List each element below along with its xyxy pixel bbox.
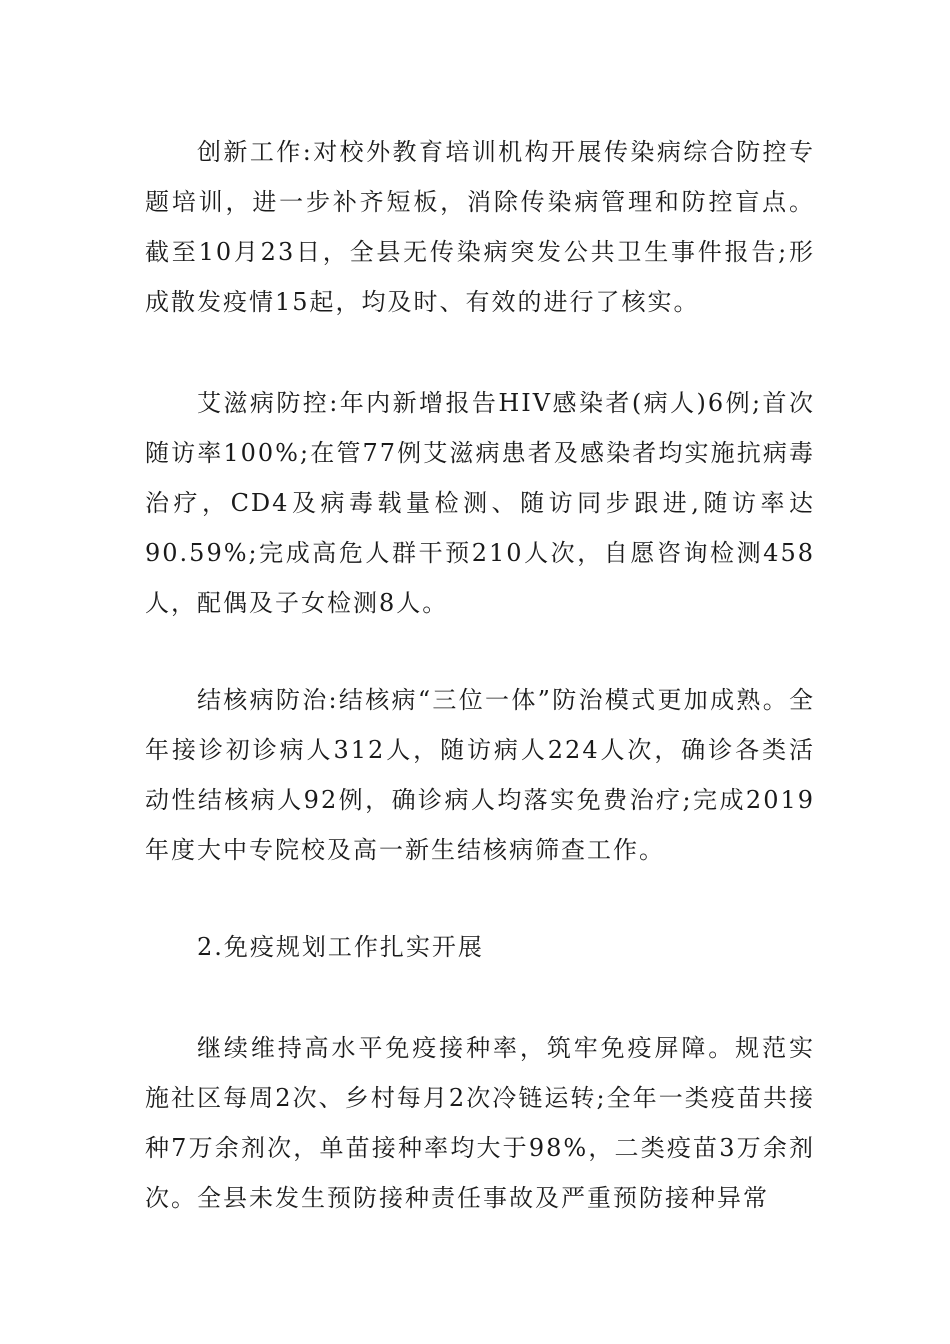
paragraph-tb [145,675,815,875]
paragraph-text: 艾滋病防控:年内新增报告HIV感染者(病人)6例;首次随访率100%;在管77例艾滋病患者及感染者均实施抗病毒治疗，CD4及病毒载量检测、随访同步跟进,随访率达90.59%;完成高危人群干预210人次，自愿咨询检测458人，配偶及子女检测8人。 [145,389,815,617]
paragraph-aids [145,378,815,628]
heading-text: 2.免疫规划工作扎实开展 [197,933,484,961]
section-heading [145,922,815,972]
paragraph-text: 结核病防治:结核病“三位一体”防治模式更加成熟。全年接诊初诊病人312人，随访病人224人次，确诊各类活动性结核病人92例，确诊病人均落实免费治疗;完成2019年度大中专院校及高一新生结核病筛查工作。 [145,686,815,864]
paragraph-text: 创新工作:对校外教育培训机构开展传染病综合防控专题培训，进一步补齐短板，消除传染病管理和防控盲点。截至10月23日，全县无传染病突发公共卫生事件报告;形成散发疫情15起，均及时、有效的进行了核实。 [145,138,815,316]
paragraph-immunization [145,1023,815,1223]
paragraph-text: 继续维持高水平免疫接种率，筑牢免疫屏障。规范实施社区每周2次、乡村每月2次冷链运转;全年一类疫苗共接种7万余剂次，单苗接种率均大于98%，二类疫苗3万余剂次。全县未发生预防接种责任事故及严重预防接种异常 [145,1034,815,1212]
paragraph-innovation [145,127,815,327]
